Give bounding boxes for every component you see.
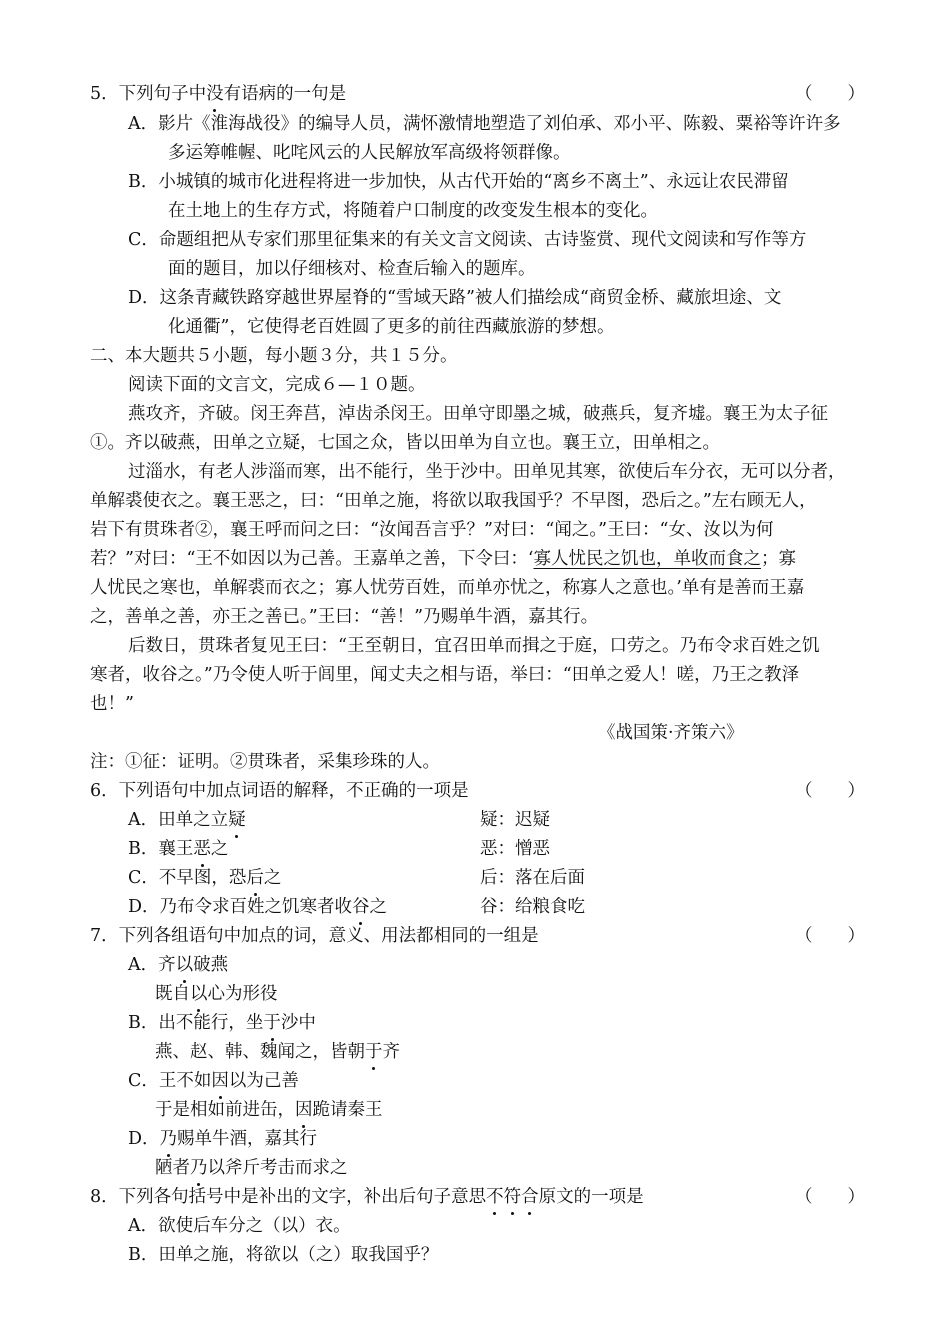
passage-p1-line2: ①。齐以破燕，田单之立疑，七国之众，皆以田单为自立也。襄王立，田单相之。 <box>90 433 720 453</box>
q5-option-d: D．这条青藏铁路穿越世界屋脊的“雪域天路”被人们描绘成“商贸金桥、藏旅坦途、文 <box>128 288 782 308</box>
passage-p2-line1: 过淄水，有老人涉淄而寒，出不能行，坐于沙中。田单见其寒，欲使后车分衣，无可以分者， <box>128 462 846 482</box>
q8-option-b: B．田单之施，将欲以（之）取我国乎？ <box>128 1245 439 1265</box>
q7-option-b-line1: B．出不能行，坐于沙中 <box>128 1009 316 1037</box>
q6-answer-blank: （ ） <box>795 781 865 801</box>
q5-option-b-cont: 在土地上的生存方式，将随着户口制度的改变发生根本的变化。 <box>168 201 658 221</box>
passage-p3-line3: 也！” <box>90 694 134 714</box>
q6-option-c-gloss: 后：落在后面 <box>480 868 585 888</box>
q6-option-b-gloss: 恶：憎恶 <box>480 839 550 859</box>
q6-option-d: D．乃布令求百姓之饥寒者收谷之 <box>128 893 387 921</box>
q5-stem: 5．下列句子中没有语病的一句是 <box>90 80 346 108</box>
q6-option-a-gloss: 疑：迟疑 <box>480 810 550 830</box>
passage-p1-line1: 燕攻齐，齐破。闵王奔莒，淖齿杀闵王。田单守即墨之城，破燕兵，复齐墟。襄王为太子征 <box>128 404 828 424</box>
q5-option-a-cont: 多运筹帷幄、叱咤风云的人民解放军高级将领群像。 <box>168 143 571 163</box>
passage-p3-line1: 后数日，贯珠者复见王曰：“王至朝日，宜召田单而揖之于庭，口劳之。乃布令求百姓之饥 <box>128 636 820 656</box>
q7-answer-blank: （ ） <box>795 926 865 946</box>
q7-option-a-line1: A．齐以破燕 <box>128 951 228 979</box>
passage-p2-line3: 岩下有贯珠者②，襄王呼而问之曰：“汝闻吾言乎？”对曰：“闻之。”王曰：“女、汝以为何 <box>90 520 774 540</box>
q5-option-c: C．命题组把从专家们那里征集来的有关文言文阅读、古诗鉴赏、现代文阅读和写作等方 <box>128 230 807 250</box>
q7-option-d-line2: 陋者乃以斧斤考击而求之 <box>155 1154 348 1182</box>
passage-p2-line2: 单解裘使衣之。襄王恶之，曰：“田单之施，将欲以取我国乎？不早图，恐后之。”左右顾无人， <box>90 491 817 511</box>
q5-answer-blank: （ ） <box>795 84 865 104</box>
q5-option-b: B．小城镇的城市化进程将进一步加快，从古代开始的“离乡不离土”、永远让农民滞留 <box>128 172 789 192</box>
q7-option-c-line1: C．王不如因以为己善 <box>128 1067 299 1095</box>
q6-option-b: B．襄王恶之 <box>128 835 228 863</box>
passage-p3-line2: 寒者，收谷之。”乃令使人听于闾里，闻丈夫之相与语，举曰：“田单之爱人！嗟，乃王之教泽 <box>90 665 800 685</box>
q5-option-d-cont: 化通衢”，它使得老百姓圆了更多的前往西藏旅游的梦想。 <box>168 317 615 337</box>
passage-source: 《战国策·齐策六》 <box>598 723 744 743</box>
q7-option-c-line2: 于是相如前进缶，因跪请秦王 <box>155 1096 383 1124</box>
passage-notes: 注：①征：证明。②贯珠者，采集珍珠的人。 <box>90 752 440 772</box>
q6-option-a: A．田单之立疑 <box>128 806 246 834</box>
q5-option-a: A．影片《淮海战役》的编导人员，满怀激情地塑造了刘伯承、邓小平、陈毅、粟裕等许许多 <box>128 114 841 134</box>
passage-p2-line6: 之，善单之善，亦王之善已。”王曰：“善！”乃赐单牛酒，嘉其行。 <box>90 607 599 627</box>
q7-option-b-line2: 燕、赵、韩、魏闻之，皆朝于齐 <box>155 1038 400 1066</box>
q6-option-d-gloss: 谷：给粮食吃 <box>480 897 585 917</box>
q8-option-a: A．欲使后车分之（以）衣。 <box>128 1216 351 1236</box>
section2-header: 二、本大题共５小题，每小题３分，共１５分。 <box>90 346 458 366</box>
q8-answer-blank: （ ） <box>795 1187 865 1207</box>
q6-option-c: C．不早图，恐后之 <box>128 864 281 892</box>
reading-intro: 阅读下面的文言文，完成６—１０题。 <box>128 375 426 395</box>
q5-option-c-cont: 面的题目，加以仔细核对、检查后输入的题库。 <box>168 259 536 279</box>
q7-stem: 7．下列各组语句中加点的词，意义、用法都相同的一组是 <box>90 926 539 946</box>
q6-stem: 6．下列语句中加点词语的解释，不正确的一项是 <box>90 781 469 801</box>
q7-option-d-line1: D．乃赐单牛酒，嘉其行 <box>128 1125 317 1153</box>
q7-option-a-line2: 既自以心为形役 <box>155 980 278 1008</box>
passage-p2-line5: 人忧民之寒也，单解裘而衣之；寡人忧劳百姓，而单亦忧之，称寡人之意也。’单有是善而王嘉 <box>90 578 805 598</box>
underlined-sentence: 寡人忧民之饥也，单收而食之 <box>533 549 761 569</box>
passage-p2-line4: 若？”对曰：“王不如因以为己善。王嘉单之善，下令曰：‘寡人忧民之饥也，单收而食之；寡 <box>90 549 796 569</box>
q8-stem: 8．下列各句括号中是补出的文字，补出后句子意思不符合原文的一项是 <box>90 1183 644 1211</box>
